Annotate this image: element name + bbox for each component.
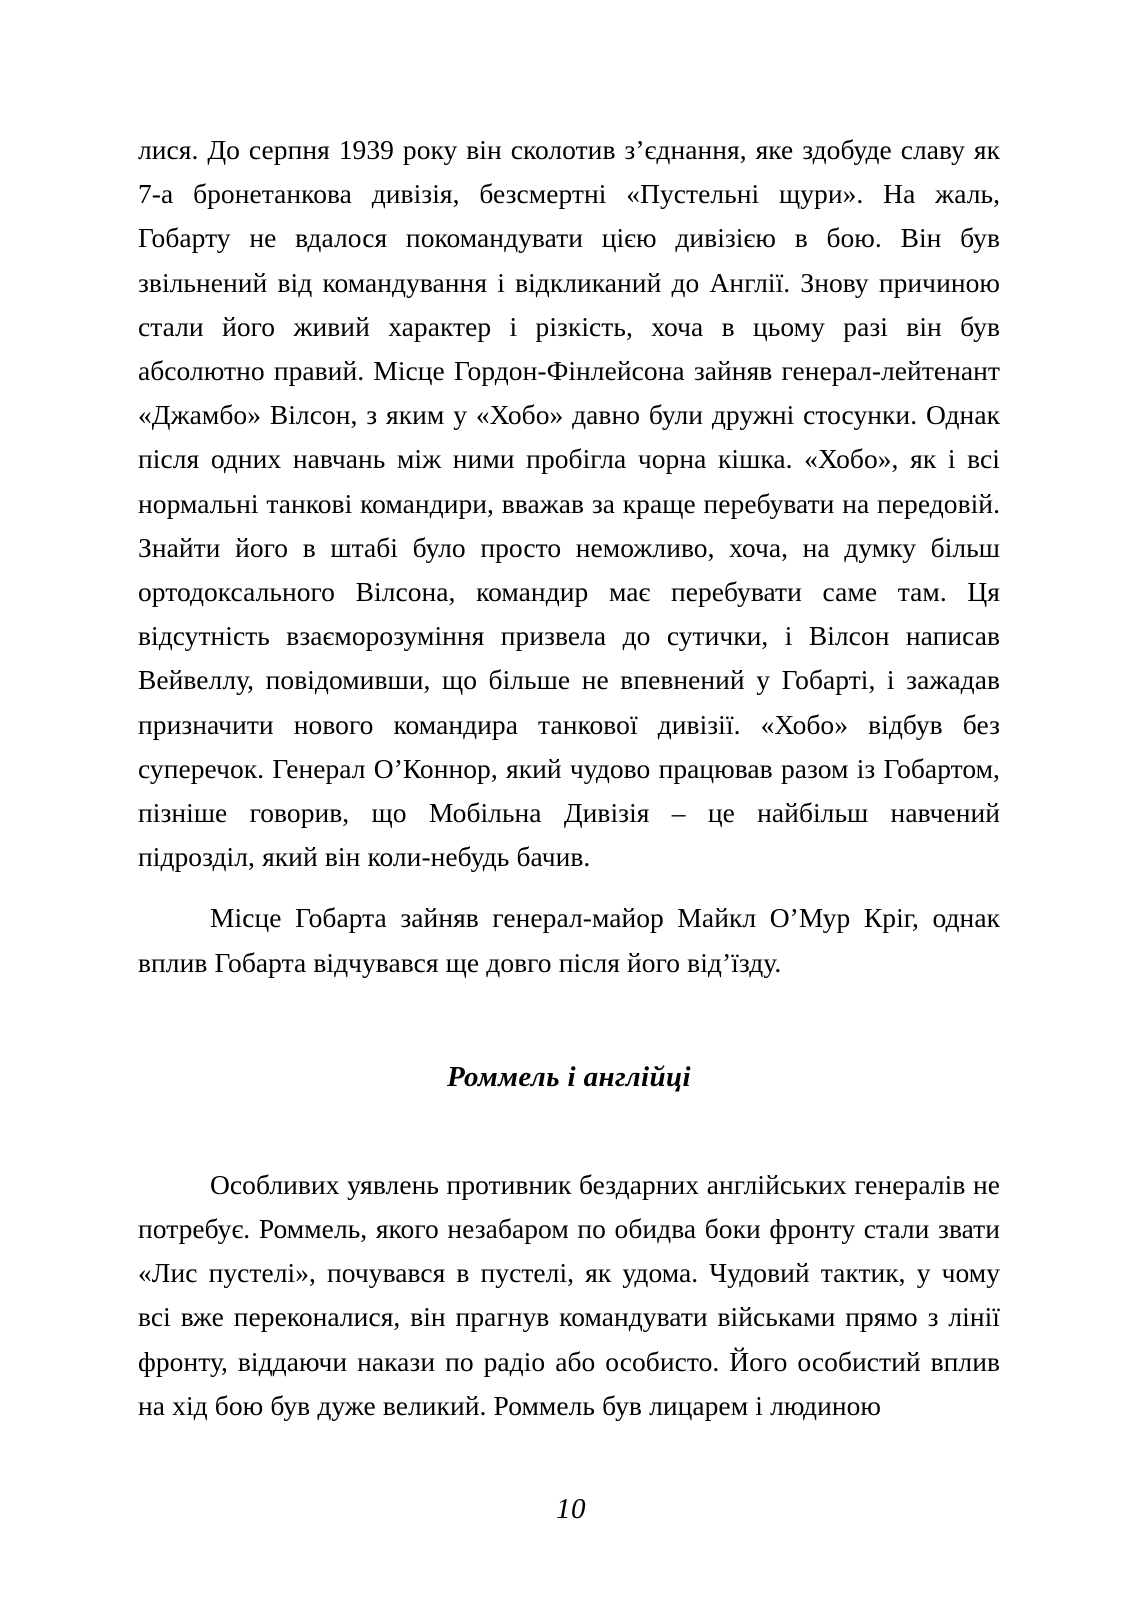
- page-number: 10: [556, 1493, 586, 1525]
- paragraph-spacer: [138, 879, 1000, 896]
- body-paragraph-third: Особливих уявлень противник бездарних англійських генералів не потребує. Роммель, якого незабаром по обидва боки фронту стали звати «Лис пустелі», почувався в пустелі, як удома. Чудовий тактик, у чому всі вже переконалися, він прагнув командувати військами прямо з лінії фронту, віддаючи накази по радіо або особисто. Його особистий вплив на хід бою був дуже великий. Роммель був лицарем і людиною: [138, 1168, 1000, 1421]
- body-paragraph-second: Місце Гобарта зайняв генерал-майор Майкл О’Мур Кріг, однак вплив Гобарта відчувався ще довго після його від’їзду.: [138, 902, 1000, 978]
- text-column: [138, 128, 1000, 1428]
- heading-bottom-spacer: [138, 1097, 1000, 1163]
- body-paragraph-continuation: лися. До серпня 1939 року він сколотив з’єднання, яке здобуде славу як 7-а бронетанкова дивізія, безсмертні «Пустельні щури». На жаль, Гобарту не вдалося покомандувати цією дивізією в бою. Він був звільнений від командування і відкликаний до Англії. Знову причиною стали його живий характер і різкість, хоча в цьому разі він був абсолютно правий. Місце Гордон-Фінлейсона зайняв генерал-лейтенант «Джамбо» Вілсон, з яким у «Хобо» давно були дружні стосунки. Однак після одних навчань між ними пробігла чорна кішка. «Хобо», як і всі нормальні танкові командири, вважав за краще перебувати на передовій. Знайти його в штабі було просто неможливо, хоча, на думку більш ортодоксального Вілсона, командир має перебувати саме там. Ця відсутність взаєморозуміння призвела до сутички, і Вілсон написав Вейвеллу, повідомивши, що більше не впевнений у Гобарті, і зажадав призначити нового командира танкової дивізії. «Хобо» відбув без суперечок. Генерал О’Коннор, який чудово працював разом із Гобартом, пізніше говорив, що Мобільна Дивізія – це найбільш навчений підрозділ, який він коли-небудь бачив.: [138, 134, 1000, 873]
- heading-top-spacer: [138, 985, 1000, 1057]
- section-heading: Роммель і англійці: [446, 1060, 691, 1093]
